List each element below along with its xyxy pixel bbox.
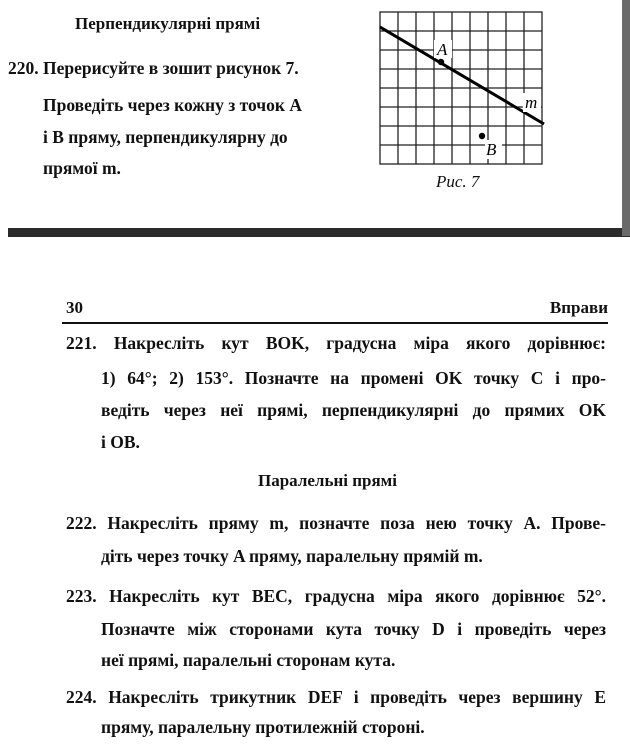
section-title-parallel: Паралельні прямі (258, 471, 397, 490)
header-rule (62, 322, 608, 324)
section-title-perpendicular: Перпендикулярні прямі (75, 14, 261, 33)
exercise-221-line-4: і OB. (101, 432, 140, 452)
exercise-222-number: 222. (66, 513, 97, 533)
exercise-220-line-2: Проведіть через кожну з точок A (43, 95, 302, 115)
exercise-224-line-2: пряму, паралельну протилежній стороні. (101, 717, 425, 737)
exercise-221-line-2: 1) 64°; 2) 153°. Позначте на промені OK точку C і про- (101, 368, 606, 388)
exercise-222-line-1: 222. Накресліть пряму m, позначте поза нею точку A. Прове- (66, 513, 606, 533)
exercise-220-line-3: і B пряму, перпендикулярну до (43, 127, 288, 147)
grid (380, 12, 542, 164)
exercise-220-number: 220. (8, 58, 39, 78)
exercise-224-line-1: 224. Накресліть трикутник DEF і проведіть через вершину E (66, 687, 607, 707)
exercise-223-line-2: Позначте між сторонами кута точку D і проведіть через (101, 619, 606, 639)
running-header: Вправи (549, 298, 608, 317)
right-edge-shadow (622, 0, 630, 236)
exercise-221-number: 221. (66, 333, 97, 353)
exercise-222-line-2: діть через точку A пряму, паралельну прямій m. (101, 546, 483, 566)
exercise-223-number: 223. (66, 586, 97, 606)
exercise-221-line-3: ведіть через неї прямі, перпендикулярні до прямих OK (101, 400, 606, 420)
label-a: A (437, 40, 448, 59)
point-b (479, 133, 485, 139)
point-a (438, 59, 444, 65)
figure-7-caption: Рис. 7 (436, 172, 480, 191)
label-m: m (525, 93, 538, 112)
exercise-221-line-1: 221. Накресліть кут BOK, градусна міра якого дорівнює: (66, 333, 607, 353)
figure-7 (378, 10, 548, 170)
exercise-220-line-1: 220. Перерисуйте в зошит рисунок 7. (8, 58, 299, 78)
label-b: B (486, 140, 497, 159)
exercise-223-line-1: 223. Накресліть кут BEC, градусна міра якого дорівнює 52°. (66, 586, 607, 606)
line-m (380, 27, 544, 124)
page-number: 30 (66, 298, 83, 317)
exercise-224-number: 224. (66, 687, 97, 707)
exercise-223-line-3: неї прямі, паралельні сторонам кута. (101, 650, 396, 670)
exercise-220-line-4: прямої m. (43, 158, 121, 178)
fragment-separator (8, 228, 630, 237)
